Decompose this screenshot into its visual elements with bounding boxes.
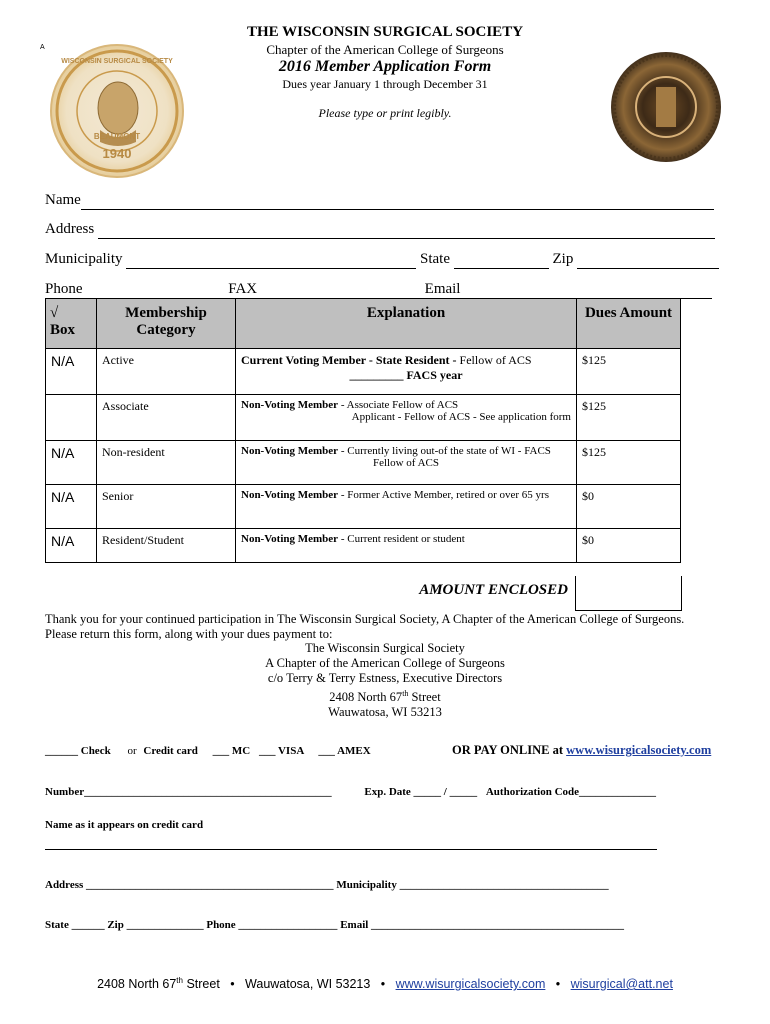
table-row (46, 441, 681, 485)
explanation-header: Explanation (236, 299, 577, 349)
state-label: State (420, 251, 450, 267)
row-dues: $0 (577, 485, 681, 529)
small-mark: A (40, 44, 45, 51)
table-row (46, 485, 681, 529)
billing-phone-field[interactable]: Phone __________________ (206, 919, 338, 931)
footer-bullet: • (230, 977, 235, 992)
name-row (45, 192, 714, 210)
row-checkbox[interactable]: N/A (46, 441, 97, 485)
row-explanation (236, 529, 577, 563)
row-checkbox[interactable]: N/A (46, 485, 97, 529)
society-subtitle: Chapter of the American College of Surgeons (266, 42, 504, 57)
footer (0, 976, 770, 991)
dues-year: Dues year January 1 through December 31 (282, 77, 488, 91)
row-explanation-text: - Current resident or student (338, 533, 465, 545)
row-explanation (236, 395, 577, 441)
row-category: Associate (97, 395, 236, 441)
row-explanation-bold: Non-Voting Member (241, 445, 339, 457)
phone-row (45, 281, 712, 299)
row-category: Resident/Student (97, 529, 236, 563)
amex-option[interactable]: ___ AMEX (318, 745, 371, 757)
pay-online-text: OR PAY ONLINE at www.wisurgicalsociety.com (452, 743, 712, 757)
footer-bullet: • (380, 977, 386, 992)
amount-enclosed-box[interactable] (575, 576, 682, 611)
exp-date-field[interactable]: Exp. Date _____ / _____ (364, 786, 478, 798)
category-header (97, 299, 236, 349)
zip-label: Zip (552, 251, 574, 267)
row-explanation-bold: Non-Voting Member (241, 533, 339, 545)
row-explanation-line2: Fellow of ACS (372, 457, 439, 469)
footer-bullet: • (555, 977, 561, 992)
thanks-text: Thank you for your continued participation in The Wisconsin Surgical Society, A Chapter of the American College of Surgeons. (45, 612, 685, 626)
check-option[interactable]: ______ Check (45, 745, 111, 757)
billing-email-field[interactable]: Email ______________________________________________ (340, 919, 625, 931)
left-seal-logo (50, 44, 184, 178)
box-label: Box (50, 322, 76, 338)
address-row (45, 221, 715, 239)
or-text: or (127, 745, 137, 757)
row-category: Senior (97, 485, 236, 529)
box-header (46, 299, 97, 349)
mailing-address (185, 641, 585, 720)
fax-input[interactable] (261, 281, 421, 299)
instruction: Please type or print legibly. (318, 106, 452, 120)
row-checkbox[interactable]: N/A (46, 529, 97, 563)
row-explanation-text: Fellow of ACS (456, 353, 532, 367)
footer-email-link[interactable]: wisurgical@att.net (570, 977, 673, 992)
society-title: THE WISCONSIN SURGICAL SOCIETY (246, 24, 524, 40)
footer-city: Wauwatosa, WI 53213 (245, 977, 371, 992)
row-checkbox[interactable] (46, 395, 97, 441)
authorization-code-field[interactable]: Authorization Code______________ (485, 786, 657, 798)
municipality-row (45, 251, 719, 269)
table-row (46, 349, 681, 395)
row-explanation (236, 349, 577, 395)
address-line5: Wauwatosa, WI 53213 (328, 705, 442, 720)
row-dues: $125 (577, 441, 681, 485)
address-input[interactable] (98, 221, 715, 239)
billing-address-field[interactable]: Address _____________________________________________ (45, 879, 334, 891)
row-explanation-bold: Current Voting Member - State Resident - (241, 353, 457, 367)
name-on-card-line[interactable] (45, 849, 657, 850)
form-title: 2016 Member Application Form (278, 58, 492, 75)
right-seal-logo (611, 52, 721, 162)
name-on-card-label: Name as it appears on credit card (45, 819, 204, 831)
phone-label: Phone (45, 281, 83, 297)
visa-option[interactable]: ___ VISA (258, 745, 304, 757)
mc-option[interactable]: ___ MC (212, 745, 251, 757)
email-label: Email (424, 281, 461, 297)
payment-method-row (45, 745, 371, 757)
name-input[interactable] (81, 192, 714, 210)
right-seal-graphic (611, 52, 721, 162)
billing-municipality-field[interactable]: Municipality ______________________________________ (336, 879, 609, 891)
row-checkbox[interactable]: N/A (46, 349, 97, 395)
row-category: Non-resident (97, 441, 236, 485)
state-input[interactable] (454, 251, 549, 269)
address-line2: A Chapter of the American College of Surgeons (265, 656, 505, 670)
dues-header: Dues Amount (577, 299, 681, 349)
footer-street: 2408 North 67th Street (97, 976, 220, 992)
table-row (46, 529, 681, 563)
row-explanation-bold: Non-Voting Member (241, 399, 339, 411)
municipality-input[interactable] (126, 251, 416, 269)
row-dues: $0 (577, 529, 681, 563)
category-header-line1: Membership (125, 305, 207, 321)
row-explanation-text: - Associate Fellow of ACS (338, 399, 459, 411)
municipality-label: Municipality (45, 251, 123, 267)
row-explanation (236, 441, 577, 485)
billing-zip-field[interactable]: Zip ______________ (107, 919, 204, 931)
name-label: Name (45, 192, 81, 208)
left-seal-year: 1940 (102, 146, 132, 161)
row-explanation (236, 485, 577, 529)
check-symbol: √ (50, 305, 59, 321)
address-line4: 2408 North 67th Street (329, 689, 441, 705)
row-explanation-text: - Former Active Member, retired or over 65 yrs (338, 489, 550, 501)
billing-state-field[interactable]: State ______ (45, 919, 105, 931)
billing-address-row (45, 879, 609, 891)
footer-website-link[interactable]: www.wisurgicalsociety.com (395, 977, 546, 992)
row-explanation-text: - Currently living out-of the state of WI - FACS (338, 445, 551, 457)
row-explanation-line2: _________ FACS year (349, 368, 463, 382)
card-number-field[interactable]: Number_____________________________________________ (45, 786, 332, 798)
amount-enclosed-label: AMOUNT ENCLOSED (419, 582, 568, 598)
credit-card-option[interactable]: Credit card (143, 745, 198, 757)
fax-label: FAX (228, 281, 258, 297)
row-category: Active (97, 349, 236, 395)
zip-input[interactable] (577, 251, 719, 269)
row-explanation-line2: Applicant - Fellow of ACS - See application form (351, 411, 571, 423)
table-row (46, 395, 681, 441)
row-dues: $125 (577, 349, 681, 395)
email-input[interactable] (464, 281, 712, 299)
phone-input[interactable] (83, 281, 225, 299)
address-line1: The Wisconsin Surgical Society (305, 641, 465, 655)
left-seal-top-text: WISCONSIN SURGICAL SOCIETY (61, 58, 173, 65)
billing-contact-row (45, 919, 624, 931)
address-line3: c/o Terry & Terry Estness, Executive Directors (267, 671, 503, 685)
return-text: Please return this form, along with your dues payment to: (45, 627, 333, 641)
row-explanation-bold: Non-Voting Member (241, 489, 339, 501)
category-header-line2: Category (136, 322, 196, 338)
row-dues: $125 (577, 395, 681, 441)
table-header-row (46, 299, 681, 349)
left-seal-name: BEAUMONT (93, 132, 141, 141)
membership-table (45, 298, 681, 563)
card-number-row (45, 786, 656, 798)
address-label: Address (45, 221, 95, 237)
pay-online-link[interactable]: www.wisurgicalsociety.com (566, 743, 712, 757)
